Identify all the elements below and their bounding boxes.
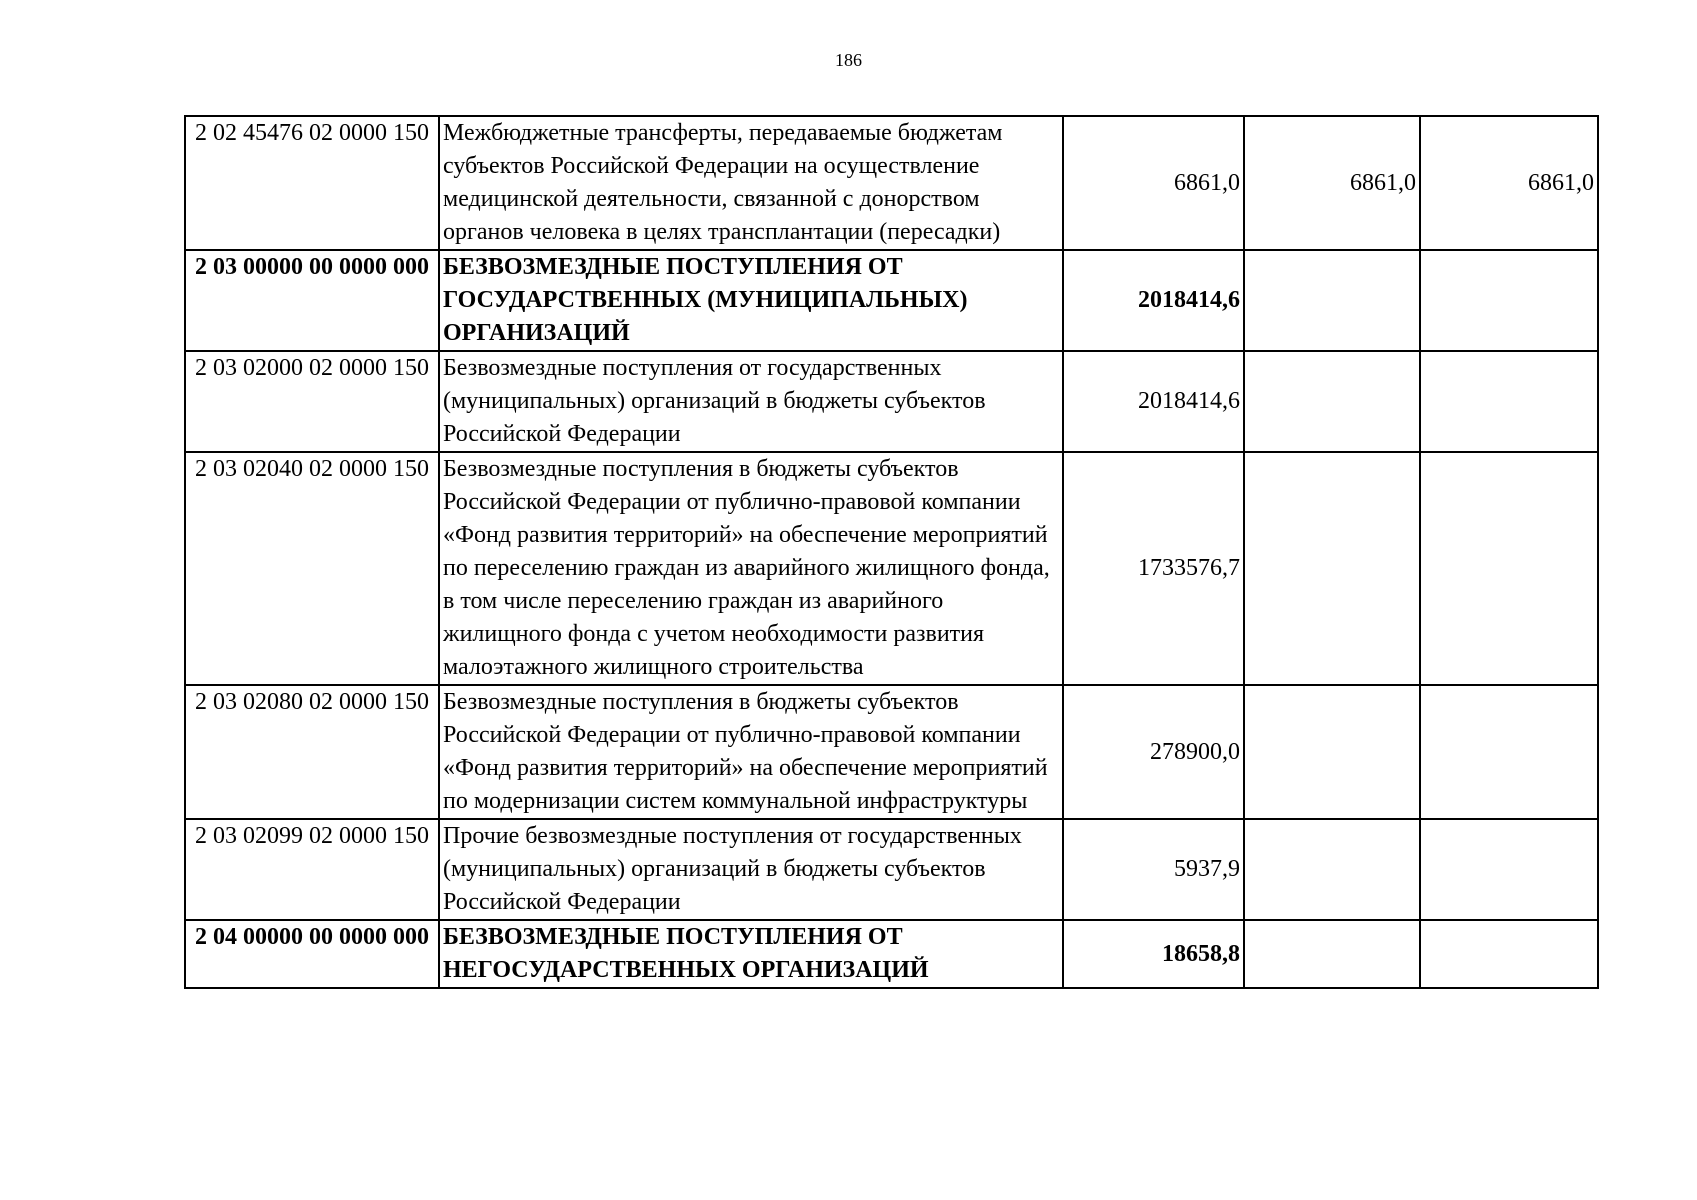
amount-cell-1: 1733576,7: [1063, 452, 1244, 685]
amount-cell-2: [1244, 250, 1420, 351]
page-number: 186: [835, 50, 862, 70]
amount-cell-2: [1244, 351, 1420, 452]
table-row: [185, 351, 1598, 452]
revenue-name-cell: Безвозмездные поступления в бюджеты субъектов Российской Федерации от публично-правовой компании «Фонд развития территорий» на обеспечение мероприятий по модернизации систем коммунальной инфраструктуры: [439, 685, 1063, 819]
amount-cell-2: [1244, 819, 1420, 920]
table-row: [185, 116, 1598, 250]
table-row: [185, 685, 1598, 819]
revenue-name-cell: Безвозмездные поступления от государственных (муниципальных) организаций в бюджеты субъектов Российской Федерации: [439, 351, 1063, 452]
amount-cell-2: [1244, 920, 1420, 988]
revenue-code-cell: 2 03 02000 02 0000 150: [185, 351, 439, 452]
revenue-name-cell: БЕЗВОЗМЕЗДНЫЕ ПОСТУПЛЕНИЯ ОТ ГОСУДАРСТВЕННЫХ (МУНИЦИПАЛЬНЫХ) ОРГАНИЗАЦИЙ: [439, 250, 1063, 351]
amount-cell-1: 6861,0: [1063, 116, 1244, 250]
amount-cell-1: 2018414,6: [1063, 250, 1244, 351]
amount-cell-1: 278900,0: [1063, 685, 1244, 819]
revenue-name-cell: Межбюджетные трансферты, передаваемые бюджетам субъектов Российской Федерации на осуществление медицинской деятельности, связанной с донорством органов человека в целях трансплантации (пересадки): [439, 116, 1063, 250]
amount-cell-3: [1420, 351, 1598, 452]
revenue-code-cell: 2 03 00000 00 0000 000: [185, 250, 439, 351]
revenue-code-cell: 2 02 45476 02 0000 150: [185, 116, 439, 250]
revenue-name-cell: БЕЗВОЗМЕЗДНЫЕ ПОСТУПЛЕНИЯ ОТ НЕГОСУДАРСТВЕННЫХ ОРГАНИЗАЦИЙ: [439, 920, 1063, 988]
amount-cell-1: 2018414,6: [1063, 351, 1244, 452]
table-row: [185, 452, 1598, 685]
table-row-section-header: [185, 250, 1598, 351]
revenue-name-cell: Прочие безвозмездные поступления от государственных (муниципальных) организаций в бюджеты субъектов Российской Федерации: [439, 819, 1063, 920]
amount-cell-2: [1244, 452, 1420, 685]
amount-cell-3: [1420, 819, 1598, 920]
budget-revenue-table: [184, 115, 1599, 989]
amount-cell-2: [1244, 685, 1420, 819]
revenue-code-cell: 2 03 02080 02 0000 150: [185, 685, 439, 819]
revenue-name-cell: Безвозмездные поступления в бюджеты субъектов Российской Федерации от публично-правовой компании «Фонд развития территорий» на обеспечение мероприятий по переселению граждан из аварийного жилищного фонда, в том числе переселению граждан из аварийного жилищного фонда с учетом необходимости развития малоэтажного жилищного строительства: [439, 452, 1063, 685]
revenue-code-cell: 2 03 02099 02 0000 150: [185, 819, 439, 920]
amount-cell-3: [1420, 452, 1598, 685]
amount-cell-2: 6861,0: [1244, 116, 1420, 250]
revenue-code-cell: 2 04 00000 00 0000 000: [185, 920, 439, 988]
amount-cell-3: 6861,0: [1420, 116, 1598, 250]
amount-cell-3: [1420, 250, 1598, 351]
amount-cell-1: 18658,8: [1063, 920, 1244, 988]
table-row-section-header: [185, 920, 1598, 988]
amount-cell-3: [1420, 920, 1598, 988]
amount-cell-1: 5937,9: [1063, 819, 1244, 920]
amount-cell-3: [1420, 685, 1598, 819]
table-row: [185, 819, 1598, 920]
revenue-code-cell: 2 03 02040 02 0000 150: [185, 452, 439, 685]
